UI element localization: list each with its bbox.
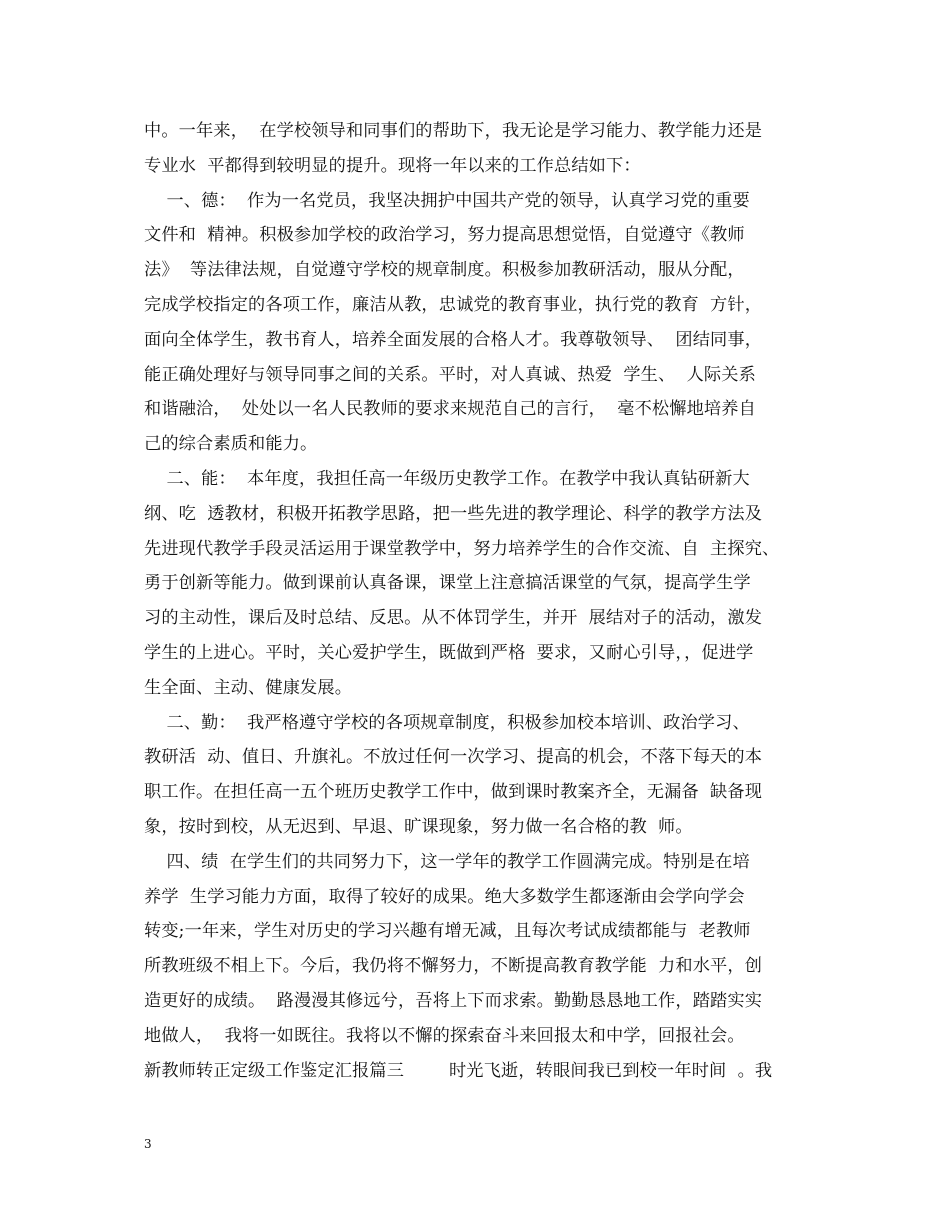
text-line: 先进现代教学手段灵活运用于课堂教学中，努力培养学生的合作交流、自 主探究、 bbox=[144, 538, 780, 559]
text-line: 中。一年来， 在学校领导和同事们的帮助下，我无论是学习能力、教学能力还是 bbox=[144, 121, 763, 141]
text-line: 所教班级不相上下。今后，我仍将不懈努力，不断提高教育教学能 力和水平，创 bbox=[144, 956, 763, 977]
document-body bbox=[144, 114, 824, 1088]
text-line: 教研活 动、值日、升旗礼。不放过任何一次学习、提高的机会，不落下每天的本 bbox=[144, 747, 763, 768]
text-line: 能正确处理好与领导同事之间的关系。平时，对人真诚、热爱 学生、 人际关系 bbox=[144, 364, 756, 385]
text-line: 面向全体学生，教书育人，培养全面发展的合格人才。我尊敬领导、 团结同事， bbox=[144, 329, 763, 350]
text-line: 造更好的成绩。 路漫漫其修远兮，吾将上下而求索。勤勤恳恳地工作，踏踏实实 bbox=[144, 990, 763, 1011]
text-line: 新教师转正定级工作鉴定汇报篇三 时光飞逝，转眼间我已到校一年时间 。我 bbox=[144, 1060, 773, 1081]
text-line: 二、勤： 我严格遵守学校的各项规章制度，积极参加校本培训、政治学习、 bbox=[144, 712, 750, 733]
text-line: 二、能： 本年度，我担任高一年级历史教学工作。在教学中我认真钻研新大 bbox=[144, 468, 750, 489]
text-line: 完成学校指定的各项工作，廉洁从教，忠诚党的教育事业，执行党的教育 方针， bbox=[144, 294, 763, 315]
text-line: 职工作。在担任高一五个班历史教学工作中，做到课时教案齐全，无漏备 缺备现 bbox=[144, 782, 763, 803]
text-line: 和谐融洽， 处处以一名人民教师的要求来规范自己的言行， 毫不松懈地培养自 bbox=[144, 399, 756, 420]
text-line: 己的综合素质和能力。 bbox=[144, 434, 318, 455]
text-line: 养学 生学习能力方面，取得了较好的成果。绝大多数学生都逐渐由会学向学会 bbox=[144, 886, 745, 907]
text-line: 纲、吃 透教材，积极开拓教学思路，把一些先进的教学理论、科学的教学方法及 bbox=[144, 503, 763, 524]
text-line: 一、德： 作为一名党员，我坚决拥护中国共产党的领导，认真学习党的重要 bbox=[144, 190, 750, 211]
text-line: 象，按时到校，从无迟到、早退、旷课现象，努力做一名合格的教 师。 bbox=[144, 816, 693, 837]
text-line: 法》 等法律法规，自觉遵守学校的规章制度。积极参加教研活动，服从分配， bbox=[144, 260, 745, 281]
page-number: 3 bbox=[144, 1137, 152, 1151]
text-line: 习的主动性，课后及时总结、反思。从不体罚学生，并开 展结对子的活动，激发 bbox=[144, 608, 763, 629]
text-line: 转变;一年来，学生对历史的学习兴趣有增无减，且每次考试成绩都能与 老教师 bbox=[144, 921, 751, 942]
text-line: 勇于创新等能力。做到课前认真备课，课堂上注意搞活课堂的气氛，提高学生学 bbox=[144, 573, 751, 594]
text-line: 四、绩 在学生们的共同努力下，这一学年的教学工作圆满完成。特别是在培 bbox=[144, 851, 750, 872]
text-line: 专业水 平都得到较明显的提升。现将一年以来的工作总结如下： bbox=[144, 155, 641, 176]
text-line: 文件和 精神。积极参加学校的政治学习，努力提高思想觉悟，自觉遵守《教师 bbox=[144, 225, 745, 246]
text-line: 学生的上进心。平时，关心爱护学生，既做到严格 要求，又耐心引导，，促进学 bbox=[144, 642, 754, 663]
text-line: 地做人， 我将一如既往。我将以不懈的探索奋斗来回报太和中学，回报社会。 bbox=[144, 1025, 745, 1046]
text-line: 生全面、主动、健康发展。 bbox=[144, 677, 353, 698]
